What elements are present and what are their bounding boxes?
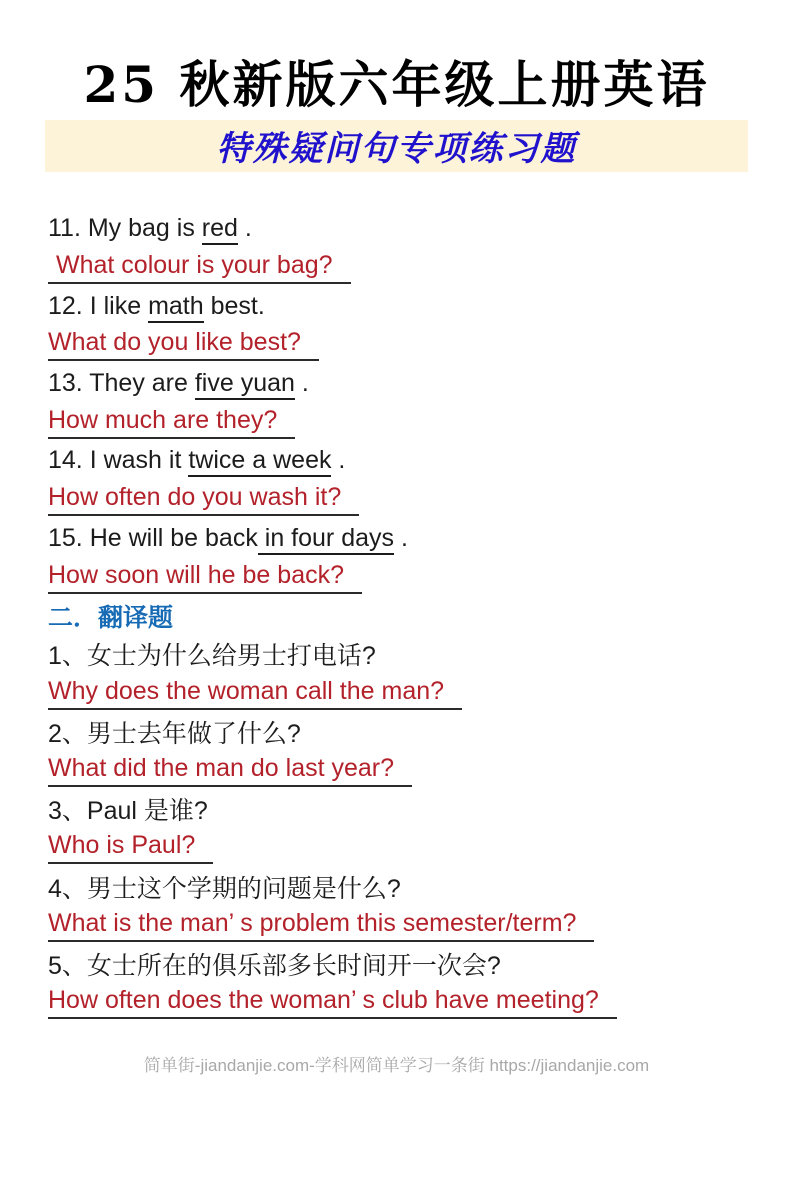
statement-segment: 14. I wash it [48,446,189,475]
translation-answer-line [48,674,763,713]
exercise-answer-line [48,326,763,365]
translation-question-line [48,867,763,906]
section-heading-translation: 二．翻译题 [48,603,174,632]
statement-segment: . [237,214,252,243]
page-title: 25 秋新版六年级上册英语 [83,55,710,114]
underlined-key-word: math [148,292,204,323]
translation-question-line [48,945,763,984]
translation-answer-en: What is the man’ s problem this semester/term? [48,909,594,942]
translation-question-cn: 2、男士去年做了什么? [48,719,301,748]
exercise-statement [48,210,763,249]
footer-watermark: 简单街-jiandanjie.com-学科网简单学习一条街 https://jiandanjie.com [143,1055,650,1075]
translation-answer-line [48,906,763,945]
exercise-statement [48,364,763,403]
underlined-key-word: red [202,214,238,245]
exercise-answer: How soon will he be back? [48,561,362,594]
statement-text [48,524,408,553]
page-subtitle: 特殊疑问句专项练习题 [216,129,577,169]
translation-question-cn: 1、女士为什么给男士打电话? [48,642,376,671]
exercise-answer-line [48,248,763,287]
statement-segment: . [294,369,309,398]
section-fill-questions [48,210,763,597]
statement-segment: . [394,523,408,552]
translation-question-cn: 3、Paul 是谁? [48,797,208,826]
translation-answer-en: How often does the woman’ s club have meeting? [48,986,617,1019]
exercise-answer-line [48,558,763,597]
exercise-answer: How much are they? [48,406,295,439]
section-translation [48,635,763,1022]
statement-text [48,446,345,475]
translation-answer-en: What did the man do last year? [48,754,412,787]
statement-text [48,214,252,243]
exercise-statement [48,519,763,558]
translation-answer-line [48,751,763,790]
translation-question-cn: 5、女士所在的俱乐部多长时间开一次会? [48,951,501,980]
exercise-answer-line [48,480,763,519]
exercise-statement [48,442,763,481]
exercise-answer: How often do you wash it? [48,483,359,516]
underlined-key-word: five yuan [195,369,295,400]
exercise-answer-line [48,403,763,442]
exercise-answer: What colour is your bag? [48,251,351,284]
statement-segment: 11. My bag is [48,214,202,243]
translation-answer-en: Why does the woman call the man? [48,677,462,710]
translation-answer-en: Who is Paul? [48,831,213,864]
statement-text [48,292,265,321]
statement-segment: 13. They are [48,369,195,398]
translation-question-cn: 4、男士这个学期的问题是什么? [48,874,401,903]
exercise-statement [48,287,763,326]
translation-question-line [48,635,763,674]
translation-question-line [48,790,763,829]
underlined-key-word: twice a week [188,446,331,477]
translation-answer-line [48,829,763,868]
underlined-key-word: in four days [258,524,394,555]
translation-question-line [48,712,763,751]
exercise-answer: What do you like best? [48,328,319,361]
worksheet-page [0,56,793,1178]
statement-segment: 15. He will be back [48,523,258,552]
statement-segment: best. [203,291,265,320]
translation-answer-line [48,983,763,1022]
statement-segment: 12. I like [48,291,149,320]
statement-text [48,369,309,398]
statement-segment: . [331,446,346,475]
subtitle-band [45,120,748,172]
worksheet-body [0,210,793,1022]
